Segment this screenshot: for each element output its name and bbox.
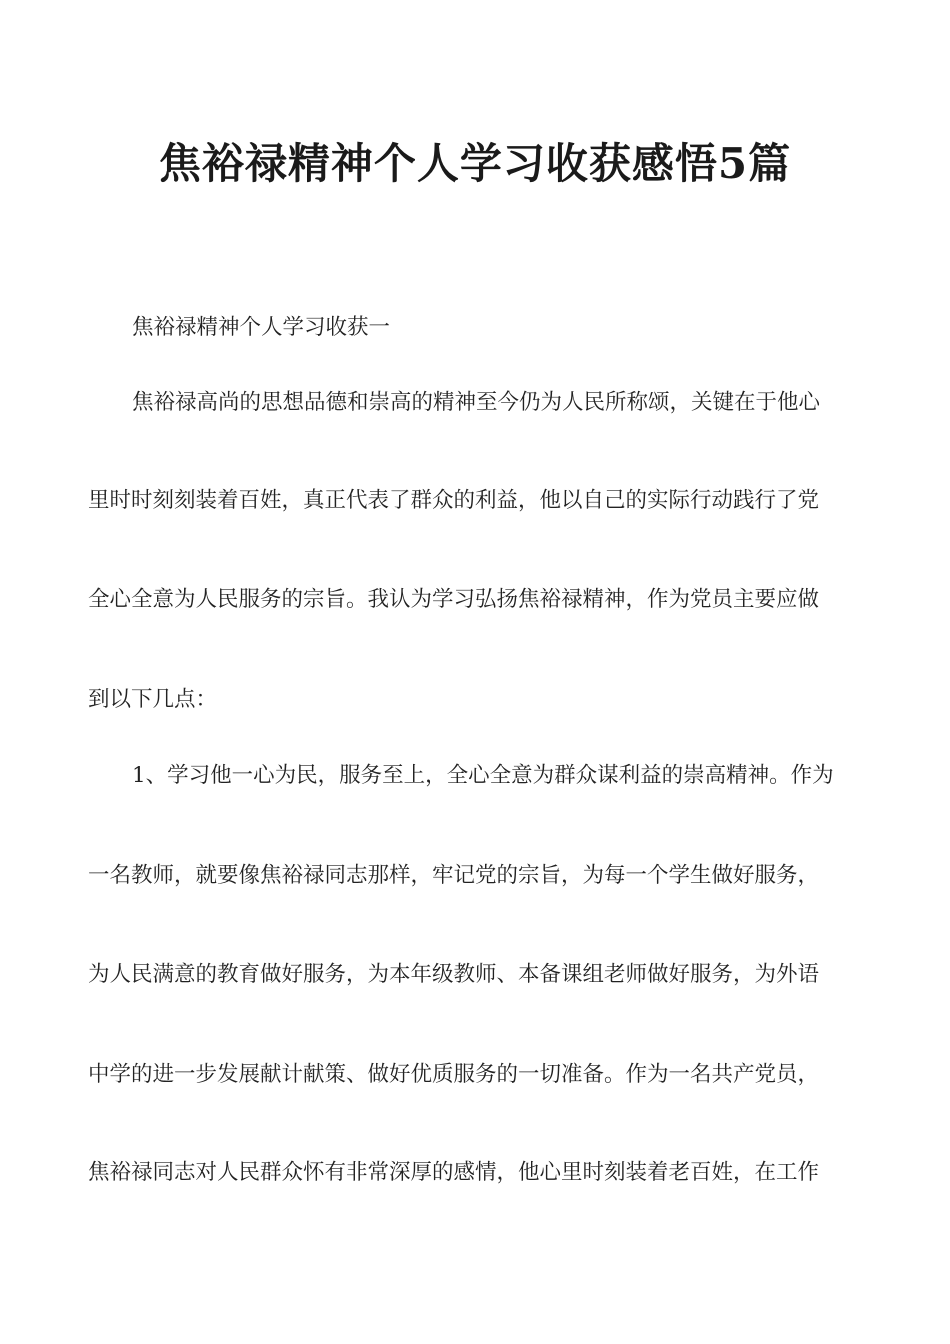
paragraph-line: 中学的进一步发展献计献策、做好优质服务的一切准备。作为一名共产党员，: [88, 1062, 820, 1087]
paragraph-line: 到以下几点：: [88, 687, 218, 712]
paragraph-line: 一名教师，就要像焦裕禄同志那样，牢记党的宗旨，为每一个学生做好服务，: [88, 863, 820, 888]
document-title: 焦裕禄精神个人学习收获感悟5篇: [158, 139, 792, 188]
paragraph-line: 焦裕禄高尚的思想品德和崇高的精神至今仍为人民所称颂，关键在于他心: [132, 390, 821, 415]
paragraph-line: 1、学习他一心为民，服务至上，全心全意为群众谋利益的崇高精神。作为: [132, 763, 834, 788]
paragraph-line: 为人民满意的教育做好服务，为本年级教师、本备课组老师做好服务，为外语: [88, 962, 820, 987]
paragraph-line: 全心全意为人民服务的宗旨。我认为学习弘扬焦裕禄精神，作为党员主要应做: [88, 587, 820, 612]
paragraph-line: 焦裕禄同志对人民群众怀有非常深厚的感情，他心里时刻装着老百姓，在工作: [88, 1160, 820, 1185]
paragraph-line: 里时时刻刻装着百姓，真正代表了群众的利益，他以自己的实际行动践行了党: [88, 488, 820, 513]
section-heading: 焦裕禄精神个人学习收获一: [132, 315, 391, 340]
